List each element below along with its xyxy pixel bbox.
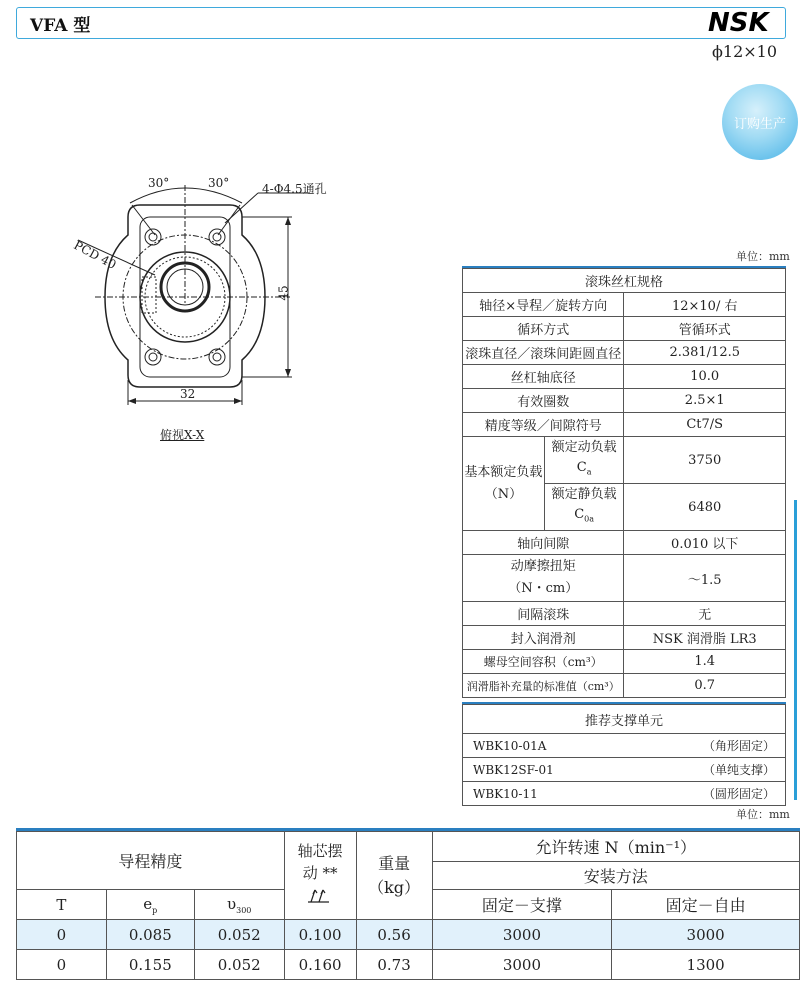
width-dimension-label: 32 (180, 387, 196, 401)
cell-v300: 0.052 (194, 920, 284, 950)
runout-symbol-icon (305, 884, 335, 906)
flange-drawing (60, 165, 320, 450)
header-bar (16, 7, 786, 39)
support-model: WBK10-01A (463, 734, 632, 758)
spec-table-wrap (462, 266, 786, 698)
spec-row-torque (463, 555, 786, 602)
spec-row (463, 413, 786, 437)
cell-weight: 0.56 (356, 920, 432, 950)
support-model: WBK10-11 (463, 782, 632, 806)
dyn-load-sub: a (586, 467, 592, 477)
spec-row (463, 389, 786, 413)
dyn-load-label: 额定动负载 (551, 439, 617, 455)
spec-label: 循环方式 (463, 317, 624, 341)
page-title: VFA 型 (30, 16, 91, 36)
spec-title: 滚珠丝杠规格 (463, 269, 786, 293)
support-row (463, 758, 786, 782)
cell-T: 0 (17, 950, 107, 980)
lead-accuracy-header: 导程精度 (17, 832, 285, 890)
cell-ep: 0.155 (106, 950, 194, 980)
cell-runout: 0.160 (284, 950, 356, 980)
cell-fixed-support: 3000 (432, 920, 612, 950)
spec-value: 10.0 (624, 365, 786, 389)
angle-arc (130, 188, 242, 203)
hole-label: 4-Φ4.5通孔 (262, 182, 327, 196)
table-row (17, 950, 800, 980)
unit-label-top: 单位：mm (736, 250, 790, 263)
spec-row (463, 602, 786, 626)
dyn-load-label-cell (544, 437, 624, 484)
spec-label: 螺母空间容积（cm³） (463, 650, 624, 674)
made-to-order-badge (722, 84, 798, 160)
mount-header: 安装方法 (432, 862, 799, 890)
weight-header: 重量 (378, 853, 411, 873)
view-label: 俯视X-X (160, 428, 205, 442)
cell-fixed-free: 3000 (612, 920, 800, 950)
cell-fixed-free: 1300 (612, 950, 800, 980)
nsk-logo: NSK (708, 8, 769, 38)
spec-row (463, 293, 786, 317)
support-table-wrap (462, 702, 786, 806)
support-type: （角形固定） (631, 734, 785, 758)
torque-value: ～1.5 (624, 555, 786, 602)
spec-label: 轴径×导程／旋转方向 (463, 293, 624, 317)
bottom-table-wrap (16, 828, 800, 980)
spec-label: 间隔滚珠 (463, 602, 624, 626)
bolt-hole-2 (209, 229, 225, 245)
bolt-hole-4 (209, 349, 225, 365)
dyn-load-symbol: C (576, 459, 587, 475)
load-group-unit: （N） (484, 486, 523, 502)
spec-value: NSK 润滑脂 LR3 (624, 626, 786, 650)
spec-label: 丝杠轴底径 (463, 365, 624, 389)
support-type: （单纯支撑） (631, 758, 785, 782)
cell-v300: 0.052 (194, 950, 284, 980)
col-v300-cell (194, 890, 284, 920)
spec-row (463, 365, 786, 389)
stat-load-sub: 0a (584, 514, 595, 524)
spec-value: 12×10/ 右 (624, 293, 786, 317)
weight-header-cell (356, 832, 432, 920)
spec-label: 封入润滑剂 (463, 626, 624, 650)
col-v300: υ (227, 894, 237, 913)
spec-value: 0.010 以下 (624, 531, 786, 555)
unit-label-bottom: 单位：mm (736, 808, 790, 821)
spec-row (463, 341, 786, 365)
stat-load-symbol: C (574, 506, 585, 522)
stat-load-label-cell (544, 484, 624, 531)
torque-unit: （N・cm） (508, 581, 579, 596)
tube-return (142, 277, 156, 313)
col-fixed-support: 固定－支撑 (432, 890, 612, 920)
spec-label: 滚珠直径／滚珠间距圆直径 (463, 341, 624, 365)
support-table (462, 704, 786, 806)
speed-header: 允许转速 N（min⁻¹） (432, 832, 799, 862)
weight-unit: （kg） (368, 877, 421, 897)
col-fixed-free: 固定－自由 (612, 890, 800, 920)
cell-ep: 0.085 (106, 920, 194, 950)
spec-label: 有效圈数 (463, 389, 624, 413)
pcd-label: PCD 40 (71, 238, 119, 272)
spec-value: 管循环式 (624, 317, 786, 341)
height-dimension-label: 45 (276, 285, 291, 301)
support-model: WBK12SF-01 (463, 758, 632, 782)
support-row (463, 782, 786, 806)
load-group-label: 基本额定负载 (464, 464, 543, 480)
spec-value: 2.381/12.5 (624, 341, 786, 365)
spec-row (463, 531, 786, 555)
badge-label: 订购生产 (733, 116, 786, 132)
spec-row (463, 674, 786, 698)
runout-header: 轴芯摆动 ** (297, 841, 343, 882)
performance-table (16, 831, 800, 980)
runout-header-cell (284, 832, 356, 920)
col-ep-cell (106, 890, 194, 920)
spec-row-dynamic-load (463, 437, 786, 484)
spec-value: 无 (624, 602, 786, 626)
cell-runout: 0.100 (284, 920, 356, 950)
table-row (17, 920, 800, 950)
spec-row (463, 626, 786, 650)
cell-weight: 0.73 (356, 950, 432, 980)
dimension-label: ϕ12×10 (712, 42, 778, 61)
cell-fixed-support: 3000 (432, 950, 612, 980)
spec-table (462, 268, 786, 698)
spec-value: 1.4 (624, 650, 786, 674)
support-title: 推荐支撑单元 (463, 705, 786, 734)
col-v300-sub: 300 (236, 905, 252, 915)
spec-value: 0.7 (624, 674, 786, 698)
cell-T: 0 (17, 920, 107, 950)
spec-label: 精度等级／间隙符号 (463, 413, 624, 437)
dyn-load-value: 3750 (624, 437, 786, 484)
bolt-hole-1 (145, 229, 161, 245)
torque-label: 动摩擦扭矩 (510, 559, 576, 574)
torque-label-cell (463, 555, 624, 602)
support-row (463, 734, 786, 758)
stat-load-label: 额定静负载 (551, 486, 617, 502)
spec-row (463, 317, 786, 341)
col-ep: e (143, 894, 153, 913)
support-type: （圆形固定） (631, 782, 785, 806)
load-group-cell (463, 437, 545, 531)
spec-row (463, 650, 786, 674)
col-T: T (17, 890, 107, 920)
spec-label: 轴向间隙 (463, 531, 624, 555)
angle-left-label: 30° (148, 176, 170, 190)
bolt-hole-3 (145, 349, 161, 365)
spec-value: Ct7/S (624, 413, 786, 437)
spec-label: 润滑脂补充量的标准值（cm³） (463, 674, 624, 698)
col-ep-sub: p (152, 905, 158, 915)
stat-load-value: 6480 (624, 484, 786, 531)
spec-value: 2.5×1 (624, 389, 786, 413)
angle-right-label: 30° (208, 176, 230, 190)
side-accent-bar (794, 500, 797, 800)
